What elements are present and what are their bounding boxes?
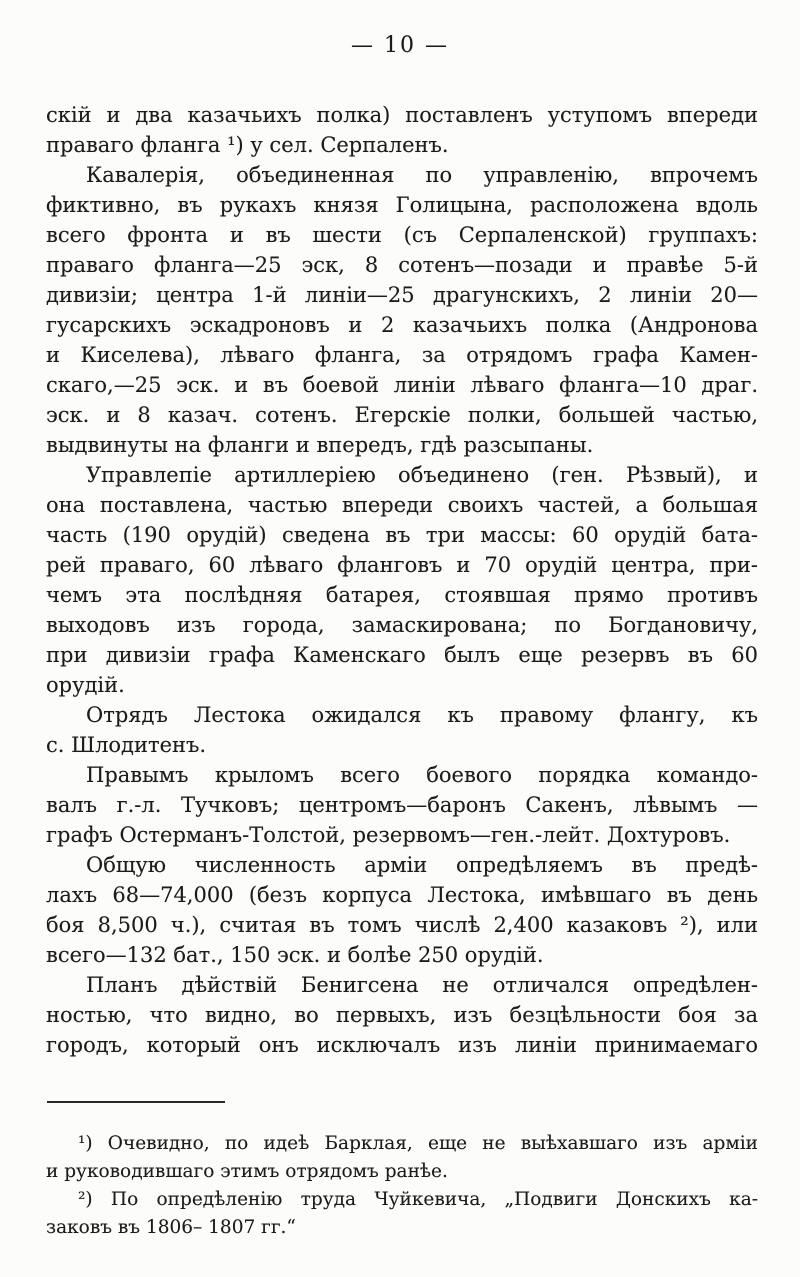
text-line: при дивизіи графа Каменскаго былъ еще резервъ въ 60 xyxy=(46,643,758,667)
text-line: рей праваго, 60 лѣваго фланговъ и 70 орудій центра, при- xyxy=(46,553,758,577)
text-line: и руководившаго этимъ отрядомъ ранѣе. xyxy=(46,1161,448,1182)
text-line: часть (190 орудій) сведена въ три массы: 60 орудій бата- xyxy=(46,523,758,547)
text-line: Отрядъ Лестока ожидался къ правому флангу, къ xyxy=(86,703,758,727)
text-line: ностью, что видно, во первыхъ, изъ безцѣльности боя за xyxy=(46,1003,758,1027)
text-line: эск. и 8 казач. сотенъ. Егерскіе полки, большей частью, xyxy=(46,403,758,427)
text-line: всего—132 бат., 150 эск. и болѣе 250 орудій. xyxy=(46,943,544,967)
text-line: выходовъ изъ города, замаскирована; по Богдановичу, xyxy=(46,613,758,637)
text-line: валъ г.-л. Тучковъ; центромъ—баронъ Сакенъ, лѣвымъ — xyxy=(46,793,758,817)
body-text xyxy=(46,100,758,1060)
text-line: праваго фланга ¹) у сел. Серпаленъ. xyxy=(46,133,449,157)
text-line: ¹) Очевидно, по идеѣ Барклая, еще не выѣхавшаго изъ арміи xyxy=(78,1133,758,1154)
text-line: чемъ эта послѣдняя батарея, стоявшая прямо противъ xyxy=(46,583,758,607)
text-line: заковъ въ 1806– 1807 гг.“ xyxy=(46,1217,296,1238)
text-line: всего фронта и въ шести (съ Серпаленской) группахъ: xyxy=(46,223,758,247)
text-line: Управлепіе артиллеріею объединено (ген. Рѣзвый), и xyxy=(86,463,758,487)
text-line: Правымъ крыломъ всего боевого порядка командо- xyxy=(86,763,758,787)
text-line: графъ Остерманъ-Толстой, резервомъ—ген.-лейт. Дохтуровъ. xyxy=(46,823,731,847)
text-line: гусарскихъ эскадроновъ и 2 казачьихъ полка (Андронова xyxy=(46,313,758,337)
text-line: скій и два казачьихъ полка) поставленъ уступомъ впереди xyxy=(46,103,758,127)
text-line: Планъ дѣйствій Бенигсена не отличался опредѣлен- xyxy=(86,973,758,997)
text-line: с. Шлодитенъ. xyxy=(46,733,207,757)
footnotes xyxy=(46,1130,758,1242)
text-line: дивизіи; центра 1-й линіи—25 драгунскихъ, 2 линіи 20— xyxy=(46,283,758,307)
text-line: праваго фланга—25 эск, 8 сотенъ—позади и правѣе 5-й xyxy=(46,253,758,277)
text-line: Общую численность арміи опредѣляемъ въ предѣ- xyxy=(86,853,758,877)
page-number: — 10 — xyxy=(351,33,449,58)
text-line: городъ, который онъ исключалъ изъ линіи принимаемаго xyxy=(46,1033,758,1057)
text-line: лахъ 68—74,000 (безъ корпуса Лестока, имѣвшаго въ день xyxy=(46,883,758,907)
text-line: орудій. xyxy=(46,673,125,697)
text-line: Кавалерія, объединенная по управленію, впрочемъ xyxy=(86,163,758,187)
text-line: фиктивно, въ рукахъ князя Голицына, расположена вдоль xyxy=(46,193,758,217)
text-line: и Киселева), лѣваго фланга, за отрядомъ графа Камен- xyxy=(46,343,758,367)
text-line: боя 8,500 ч.), считая въ томъ числѣ 2,400 казаковъ ²), или xyxy=(46,913,758,937)
text-line: ²) По опредѣленію труда Чуйкевича, „Подвиги Донскихъ ка- xyxy=(78,1189,758,1210)
footnote-separator xyxy=(47,1101,225,1103)
text-line: она поставлена, частью впереди своихъ частей, а большая xyxy=(46,493,758,517)
text-line: скаго,—25 эск. и въ боевой линіи лѣваго фланга—10 драг. xyxy=(46,373,758,397)
text-line: выдвинуты на фланги и впередъ, гдѣ разсыпаны. xyxy=(46,433,594,457)
